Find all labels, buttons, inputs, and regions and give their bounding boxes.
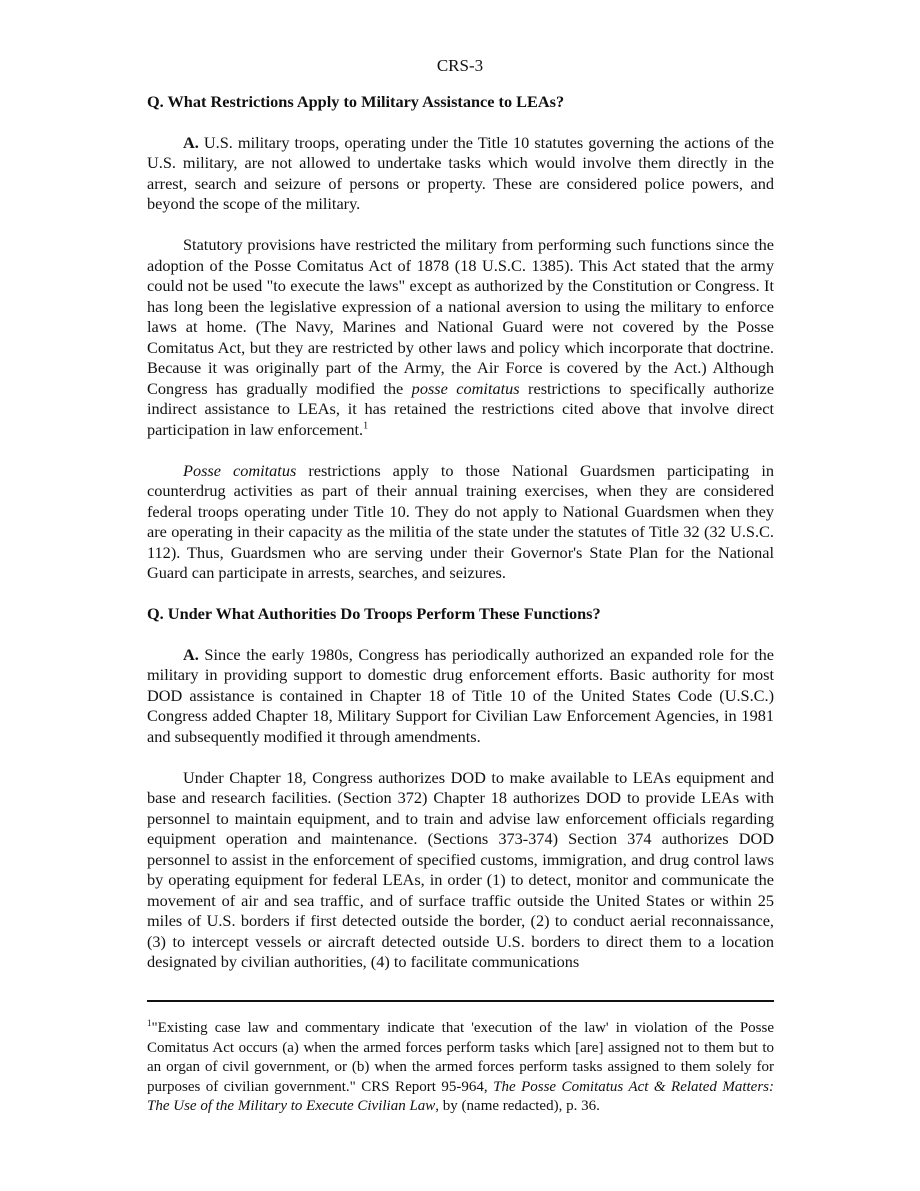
answer-label: A. <box>183 644 199 664</box>
posse-comitatus-history-paragraph <box>147 235 774 440</box>
footnote-text: , by (name redacted), p. 36. <box>435 1098 600 1114</box>
question-heading-authorities: Q. Under What Authorities Do Troops Perform These Functions? <box>147 604 601 623</box>
answer-text: Since the early 1980s, Congress has periodically authorized an expanded role for the military in providing support to domestic drug enforcement efforts. Basic authority for most DOD assistance is contained in Chapter 18 of Title 10 of the United States Code (U.S.C.) Congress added Chapter 18, Military Support for Civilian Law Enforcement Agencies, in 1981 and subsequently modified it through amendments. <box>147 644 774 746</box>
italic-term: posse comitatus <box>411 378 520 398</box>
document-body <box>147 92 774 993</box>
footnote-italic-title: The Posse Comitatus Act & Related Matters: The Use of the Military to Execute Civilian Law <box>147 1078 775 1114</box>
national-guard-paragraph <box>147 461 774 584</box>
chapter-18-paragraph: Under Chapter 18, Congress authorizes DOD to make available to LEAs equipment and base and research facilities. (Section 372) Chapter 18 authorizes DOD to provide LEAs with personnel to maintain equipment, and to train and advise law enforcement officials regarding equipment operation and maintenance. (Sections 373-374) Section 374 authorizes DOD personnel to assist in the enforcement of specified customs, immigration, and drug control laws by operating equipment for federal LEAs, in order (1) to detect, monitor and communicate the movement of air and sea traffic, and of surface traffic outside the United States or within 25 miles of U.S. borders if first detected outside the border, (2) to conduct aerial reconnaissance, (3) to intercept vessels or aircraft detected outside U.S. borders to direct them to a location designated by civilian authorities, (4) to facilitate communications <box>147 767 774 971</box>
footnote-number: 1 <box>147 1018 152 1028</box>
footnote-text: "Existing case law and commentary indicate that 'execution of the law' in violation of the Posse Comitatus Act occurs (a) when the armed forces perform tasks which [are] assigned not to them but to an organ of civil government, or (b) when the armed forces perform tasks assigned to them solely for purposes of civilian government." CRS Report 95-964, <box>147 1020 774 1095</box>
answer-label: A. <box>183 132 199 152</box>
answer-paragraph-authorities <box>147 645 774 748</box>
footnote-reference: 1 <box>363 420 369 432</box>
footnote-divider <box>147 1000 774 1002</box>
italic-term: Posse comitatus <box>183 460 297 480</box>
page-number-header: CRS-3 <box>436 56 484 75</box>
answer-paragraph-restrictions <box>147 133 774 215</box>
answer-text: U.S. military troops, operating under the Title 10 statutes governing the actions of the U.S. military, are not allowed to undertake tasks which would involve them directly in the arrest, search and seizure of persons or property. These are considered police powers, and beyond the scope of the military. <box>147 132 774 213</box>
paragraph-text: Statutory provisions have restricted the military from performing such functions since the adoption of the Posse Comitatus Act of 1878 (18 U.S.C. 1385). This Act stated that the army could not be used "to execute the laws" except as authorized by the Constitution or Congress. It has long been the legislative expression of a national aversion to using the military to enforce laws at home. (The Navy, Marines and National Guard were not covered by the Posse Comitatus Act, but they are restricted by other laws and policy which incorporate that doctrine. Because it was originally part of the Army, the Air Force is covered by the Act.) Although Congress has gradually modified the <box>147 235 774 398</box>
paragraph-text: restrictions to specifically authorize indirect assistance to LEAs, it has retained the restrictions cited above that involve direct participation in law enforcement. <box>147 378 774 439</box>
question-heading-restrictions: Q. What Restrictions Apply to Military Assistance to LEAs? <box>147 92 565 111</box>
paragraph-text: restrictions apply to those National Guardsmen participating in counterdrug activities as part of their annual training exercises, when they are considered federal troops operating under Title 10. They do not apply to National Guardsmen when they are operating in their capacity as the militia of the state under the statutes of Title 32 (32 U.S.C. 112). Thus, Guardsmen who are serving under their Governor's State Plan for the National Guard can participate in arrests, searches, and seizures. <box>147 460 774 582</box>
footnote-1 <box>147 1019 774 1117</box>
